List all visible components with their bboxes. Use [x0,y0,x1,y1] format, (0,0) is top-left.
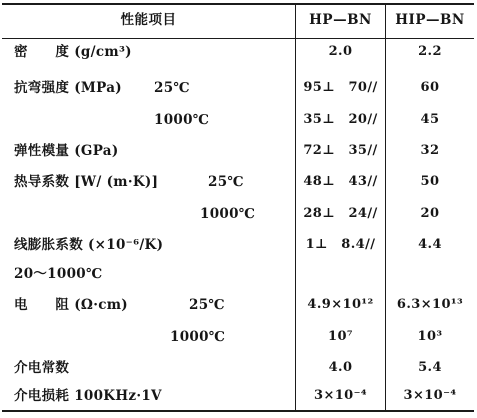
row-density-hp-bn: 2.0 [328,44,353,59]
row-dielectric-constant-hip-bn: 5.4 [418,360,442,375]
row-resistivity-hp-bn: 4.9×10¹² [307,297,374,312]
header-hip-bn: HIP—BN [395,12,465,28]
row-flexural-condition: 25℃ [154,80,190,96]
row-density-property: 密 度 (g/cm³) [14,44,132,60]
row-elastic-modulus-hip-bn: 32 [420,143,440,158]
row-dielectric-constant-property: 介电常数 [14,360,70,376]
row-elastic-modulus-property: 弹性模量 (GPa) [14,143,119,159]
header-property: 性能项目 [120,12,177,28]
row-thermal-conductivity-condition: 25℃ [208,174,244,190]
row-thermal-conductivity-hip-bn: 50 [420,174,440,189]
row-flexural-property: 抗弯强度 (MPa) [14,80,122,96]
row-thermal-conductivity-1000-condition: 1000℃ [200,206,256,222]
row-density-hip-bn: 2.2 [418,44,442,59]
row-resistivity-property: 电 阻 (Ω·cm) [14,297,128,313]
header-divider [2,38,474,39]
row-thermal-conductivity-hp-bn: 48⊥ 43// [303,174,378,189]
row-dielectric-loss-hip-bn: 3×10⁻⁴ [403,388,457,403]
properties-table [2,3,474,413]
row-dielectric-constant-hp-bn: 4.0 [328,360,353,375]
bottom-border [2,410,474,412]
header-hp-bn: HP—BN [309,12,372,28]
row-thermal-conductivity-1000-hp-bn: 28⊥ 24// [303,206,378,221]
row-dielectric-loss-property: 介电损耗 100KHz·1V [14,388,162,404]
row-flexural-1000-hp-bn: 35⊥ 20// [303,112,378,127]
row-thermal-conductivity-property: 热导系数 [W/ (m·K)] [14,174,159,190]
row-flexural-1000-condition: 1000℃ [154,112,210,128]
row-elastic-modulus-hp-bn: 72⊥ 35// [303,143,378,158]
row-resistivity-1000-condition: 1000℃ [170,329,226,345]
row-flexural-hp-bn: 95⊥ 70// [303,80,378,95]
row-resistivity-hip-bn: 6.3×10¹³ [396,297,464,312]
row-temperature-range-label: 20～1000℃ [14,266,103,282]
row-resistivity-1000-hip-bn: 10³ [417,329,443,344]
top-border [2,3,474,5]
row-flexural-hip-bn: 60 [420,80,440,95]
row-linear-expansion-hp-bn: 1⊥ 8.4// [305,237,376,252]
row-thermal-conductivity-1000-hip-bn: 20 [420,206,440,221]
row-dielectric-loss-hp-bn: 3×10⁻⁴ [314,388,367,403]
row-flexural-1000-hip-bn: 45 [420,112,440,127]
row-resistivity-1000-hp-bn: 10⁷ [328,329,353,344]
row-linear-expansion-property: 线膨胀系数 (×10⁻⁶/K) [14,237,164,253]
row-resistivity-condition: 25℃ [189,297,225,313]
row-linear-expansion-hip-bn: 4.4 [418,237,442,252]
